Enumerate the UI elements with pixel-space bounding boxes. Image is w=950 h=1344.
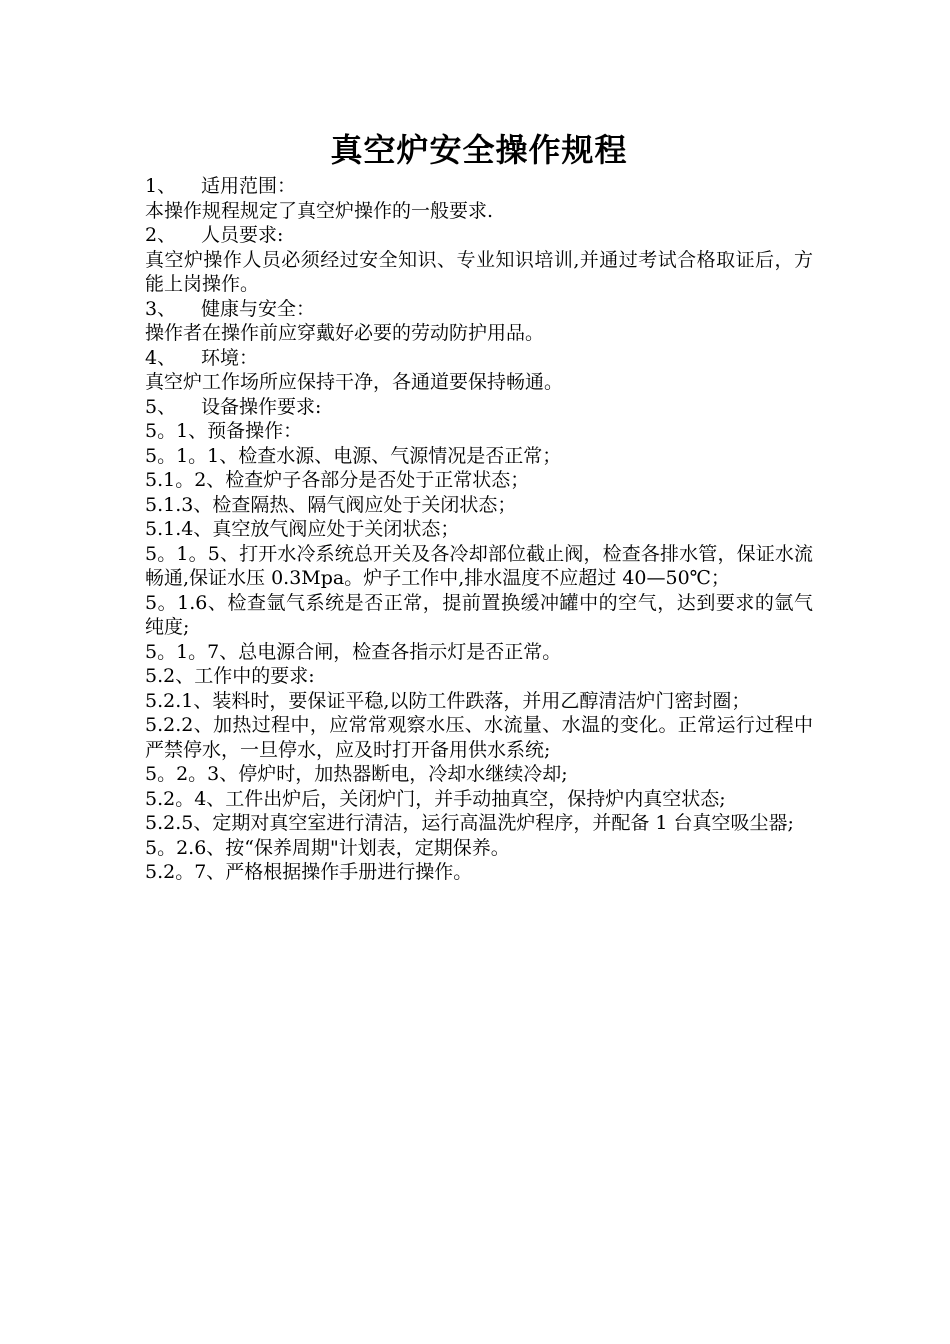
section-number: 1、: [145, 175, 177, 197]
paragraph: 5.1.3、检查隔热、隔气阀应处于关闭状态；: [145, 493, 517, 516]
paragraph: 5。1、预备操作：: [145, 420, 303, 442]
section-heading: [145, 223, 813, 248]
paragraph: 5。2。3、停炉时，加热器断电，冷却水继续冷却;: [145, 763, 568, 785]
section-title: 适用范围：: [201, 175, 297, 197]
section-title: 人员要求:: [201, 224, 284, 246]
section-title: 环境：: [201, 346, 259, 369]
section-heading: [145, 297, 813, 322]
section-title: 健康与安全：: [201, 297, 316, 320]
paragraph: 5.1.4、真空放气阀应处于关闭状态；: [145, 518, 460, 540]
paragraph: 真空炉操作人员必须经过安全知识、专业知识培训,并通过考试合格取证后，方能上岗操作。: [145, 248, 813, 295]
document-page: [145, 128, 813, 885]
section-heading: [145, 346, 813, 371]
paragraph: 5.2.2、加热过程中，应常常观察水压、水流量、水温的变化。正常运行过程中严禁停水，一旦停水，应及时打开备用供水系统;: [145, 714, 813, 761]
paragraph: 5.2。7、严格根据操作手册进行操作。: [145, 861, 473, 883]
paragraph: 5。2.6、按“保养周期"计划表，定期保养。: [145, 836, 510, 859]
paragraph: 操作者在操作前应穿戴好必要的劳动防护用品。: [145, 322, 545, 344]
paragraph: 5.1。2、检查炉子各部分是否处于正常状态；: [145, 469, 530, 491]
section-heading: [145, 395, 813, 420]
paragraph: 5.2.5、定期对真空室进行清洁，运行高温洗炉程序，并配备 1 台真空吸尘器;: [145, 812, 794, 834]
document-title: 真空炉安全操作规程: [330, 131, 628, 169]
paragraph: 5。1。5、打开水冷系统总开关及各冷却部位截止阀，检查各排水管，保证水流畅通,保证水压 0.3Mpa。炉子工作中,排水温度不应超过 40—50℃；: [145, 542, 813, 589]
document-body: [145, 174, 813, 885]
paragraph: 5.2、工作中的要求:: [145, 665, 315, 687]
paragraph: 5.2.1、装料时，要保证平稳,以防工件跌落，并用乙醇清洁炉门密封圈；: [145, 689, 751, 712]
section-number: 2、: [145, 224, 177, 246]
paragraph: 5。1。1、检查水源、电源、气源情况是否正常；: [145, 444, 562, 467]
section-number: 4、: [145, 346, 177, 369]
section-number: 5、: [145, 395, 177, 418]
paragraph: 5.2。4、工件出炉后，关闭炉门，并手动抽真空，保持炉内真空状态;: [145, 787, 726, 810]
paragraph: 5。1。7、总电源合闸，检查各指示灯是否正常。: [145, 640, 562, 663]
paragraph: 真空炉工作场所应保持干净，各通道要保持畅通。: [145, 371, 564, 393]
section-heading: [145, 174, 813, 199]
paragraph: 5。1.6、检查氩气系统是否正常，提前置换缓冲罐中的空气，达到要求的氩气纯度;: [145, 591, 813, 638]
paragraph: 本操作规程规定了真空炉操作的一般要求.: [145, 199, 494, 222]
section-number: 3、: [145, 297, 177, 320]
section-title: 设备操作要求:: [201, 395, 322, 418]
